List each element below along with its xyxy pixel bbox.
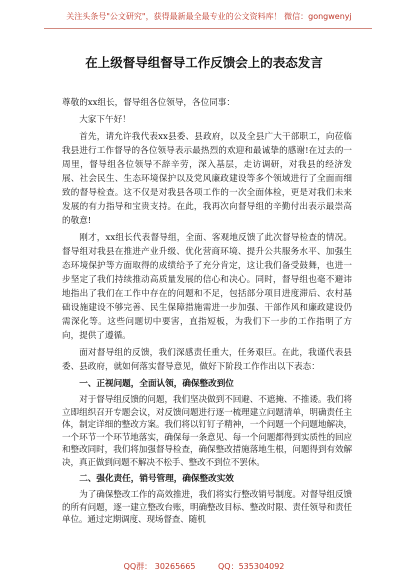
section-paragraph: 为了确保整改工作的高效推进，我们将实行整改销号制度。对督导组反馈的所有问题，逐一建立整改台账，明确整改目标、整改时限、责任领导和责任单位。通过定期调度、现场督查、随机 [62, 490, 352, 525]
body-paragraph: 首先，请允许我代表xx县委、县政府，以及全县广大干部职工，向莅临我县进行工作督导的各位领导表示最热烈的欢迎和最诚挚的感谢!在过去的一周里，督导组各位领导不辞辛劳，深入基层，走访调研，对我县的经济发展、社会民生、生态环境保护以及党风廉政建设等多个领域进行了全面而细致的督导检查。这不仅是对我县各项工作的一次全面体检，更是对我们未来发展的有力指导和宝贵支持。在此，我再次向督导组的辛勤付出表示最崇高的敬意! [62, 132, 352, 226]
section-heading: 一、正视问题，全面认领，确保整改到位 [79, 379, 234, 389]
greeting: 大家下午好！ [79, 115, 131, 125]
document-title: 在上级督导组督导工作反馈会上的表态发言 [85, 55, 323, 70]
footer-qq: QQ：535304092 [218, 562, 285, 571]
footer [0, 562, 408, 572]
footer-qq-group: QQ群： 30265665 [123, 562, 196, 571]
body-paragraph: 面对督导组的反馈，我们深感责任重大，任务艰巨。在此，我谨代表县委、县政府，就如何落实督导意见，做好下阶段工作作出以下表态： [62, 348, 352, 372]
banner-text: 关注头条号"公文研究"，获得最新最全最专业的公文资料库！ 微信：gongwenyj [66, 12, 352, 21]
salutation: 尊敬的xx组长，督导组各位领导，各位同事： [62, 98, 235, 108]
section-heading: 二、强化责任，销号管理，确保整改实效 [79, 474, 234, 484]
body-paragraph: 刚才，xx组长代表督导组，全面、客观地反馈了此次督导检查的情况。督导组对我县在推进产业升级、优化营商环境、提升公共服务水平、加强生态环境保护等方面取得的成绩给予了充分肯定，这让我们备受鼓舞，也进一步坚定了我们持续推动高质量发展的信心和决心。同时，督导组也毫不避讳地指出了我们在工作中存在的问题和不足，包括部分项目进度滞后、农村基础设施建设不够完善、民生保障措施需进一步加强、干部作风和廉政建设仍需深化等。这些问题切中要害，直指短板，为我们下一步的工作指明了方向，提供了遵循。 [62, 233, 352, 341]
section-paragraph: 对于督导组反馈的问题，我们坚决做到不回避、不遮掩、不推诿。我们将立即组织召开专题会议，对反馈问题进行逐一梳理建立问题清单，明确责任主体，制定详细的整改方案。我们将以钉钉子精神，一个问题一个问题地解决，一个环节一个环节地落实，确保每一条意见、每一个问题都得到实质性的回应和整改同时，我们将加强督导检查，确保整改措施落地生根，问题得到有效解决，真正做到问题不解决不松手、整改不到位不罢休。 [62, 395, 352, 468]
banner-divider [44, 28, 372, 29]
document-body [62, 96, 352, 530]
header-banner [0, 0, 408, 38]
